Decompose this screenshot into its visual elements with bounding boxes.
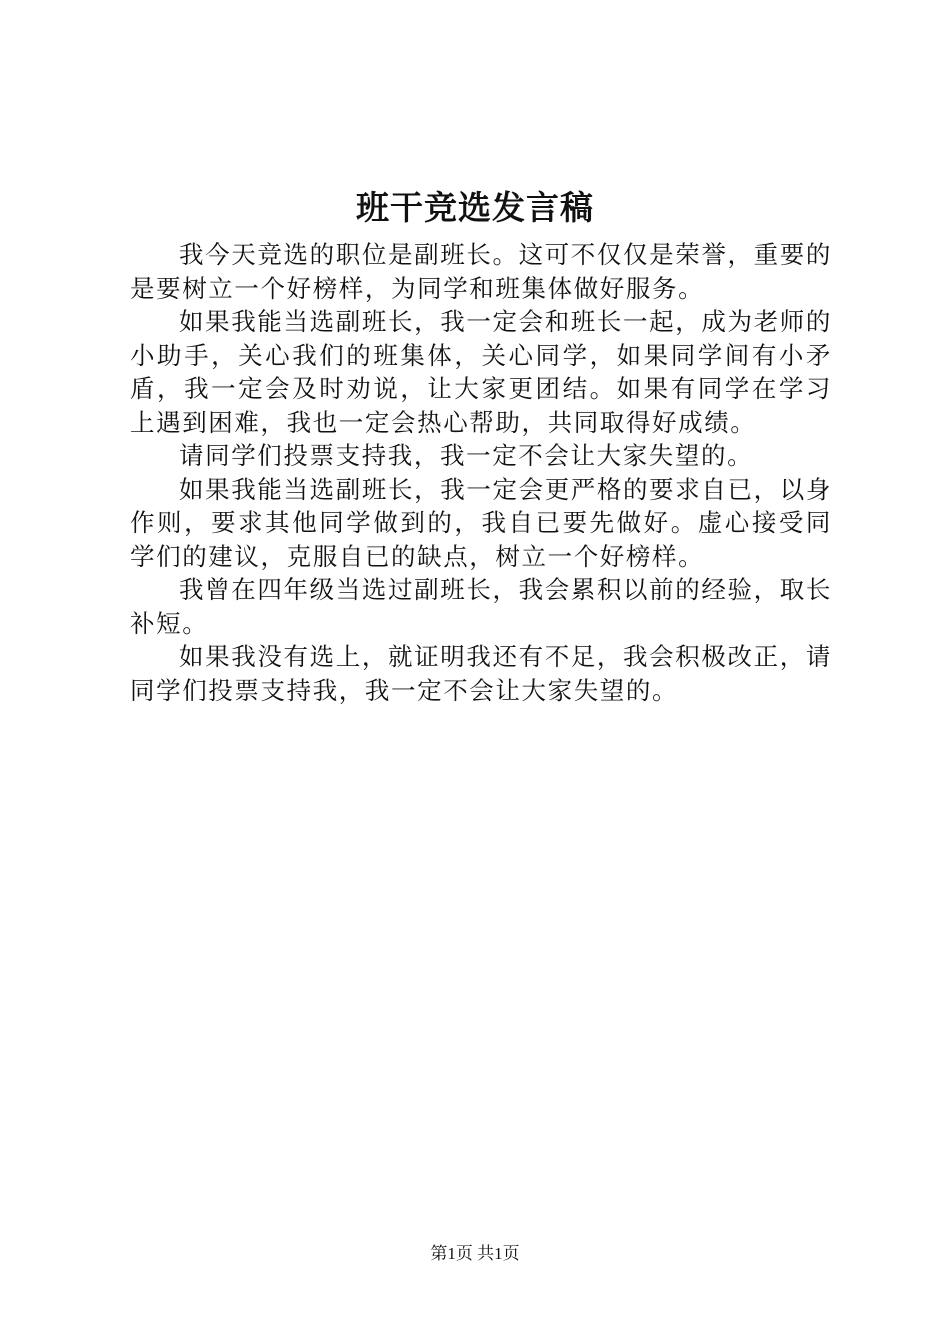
paragraph-6: 如果我没有选上，就证明我还有不足，我会积极改正，请同学们投票支持我，我一定不会让大家失望的。	[130, 642, 832, 705]
paragraph-1: 我今天竞选的职位是副班长。这可不仅仅是荣誉，重要的是要树立一个好榜样，为同学和班集体做好服务。	[130, 240, 832, 303]
paragraph-5: 我曾在四年级当选过副班长，我会累积以前的经验，取长补短。	[130, 575, 832, 638]
page-footer: 第1页 共1页	[430, 1244, 520, 1263]
paragraph-3: 请同学们投票支持我，我一定不会让大家失望的。	[179, 441, 754, 470]
paragraph-2: 如果我能当选副班长，我一定会和班长一起，成为老师的小助手，关心我们的班集体，关心同学，如果同学间有小矛盾，我一定会及时劝说，让大家更团结。如果有同学在学习上遇到困难，我也一定会热心帮助，共同取得好成绩。	[130, 307, 832, 437]
document-body	[130, 238, 832, 707]
document-title: 班干竞选发言稿	[356, 188, 594, 227]
paragraph-4: 如果我能当选副班长，我一定会更严格的要求自已，以身作则，要求其他同学做到的，我自已要先做好。虚心接受同学们的建议，克服自已的缺点，树立一个好榜样。	[130, 474, 832, 571]
